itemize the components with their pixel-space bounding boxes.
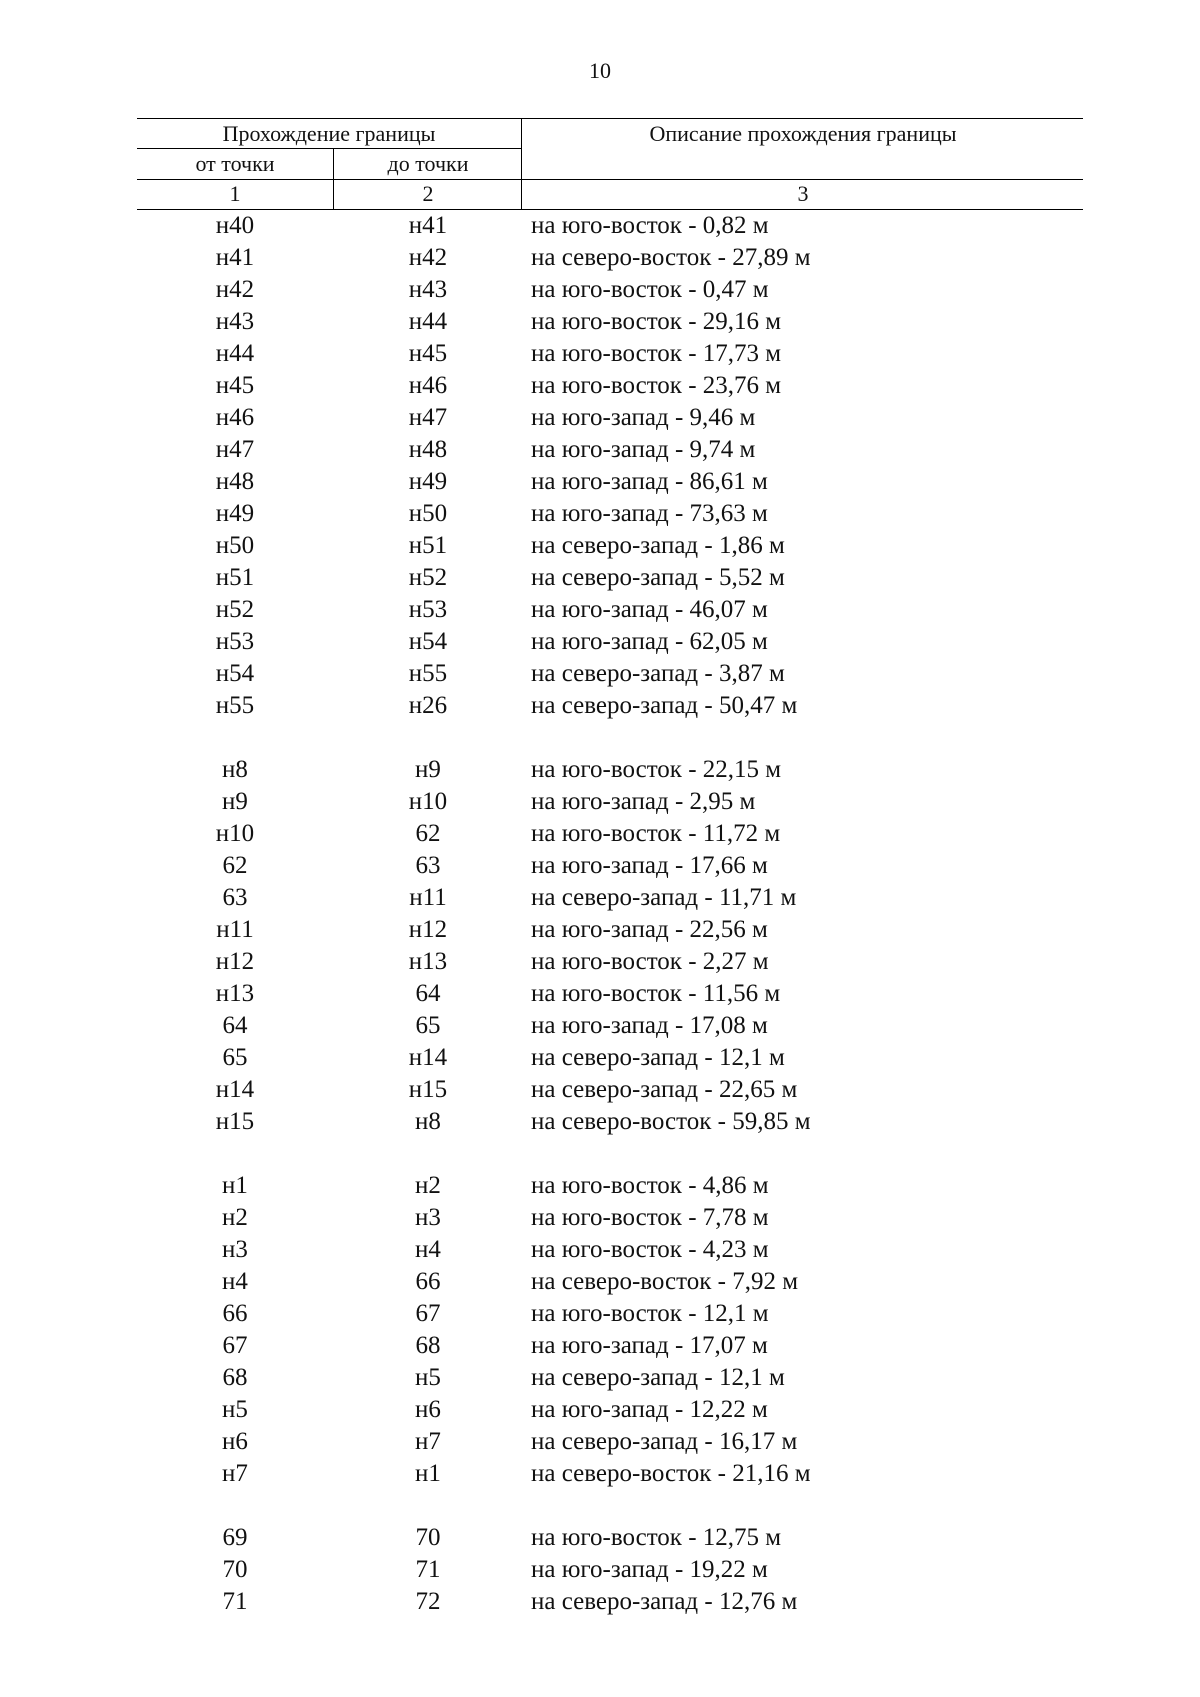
from-point-cell: н6	[222, 1428, 248, 1455]
description-cell: на юго-запад - 17,08 м	[531, 1012, 768, 1039]
to-point-cell: н4	[415, 1236, 441, 1263]
to-point-cell: 70	[415, 1524, 441, 1551]
to-point-cell: н48	[408, 436, 448, 463]
to-point-cell: н46	[408, 372, 448, 399]
table-row	[0, 274, 1200, 306]
group-separator	[0, 1138, 1200, 1170]
to-point-cell: н9	[415, 756, 441, 783]
from-point-cell: н10	[215, 820, 255, 847]
header-from-point: от точки	[195, 151, 275, 176]
to-point-cell: н47	[408, 404, 448, 431]
header-col1-number: 1	[229, 181, 241, 206]
to-point-cell: н7	[415, 1428, 441, 1455]
header-sub-rule	[137, 179, 1083, 180]
header-description: Описание прохождения границы	[649, 121, 957, 146]
description-cell: на северо-запад - 3,87 м	[531, 660, 785, 687]
description-cell: на юго-восток - 12,75 м	[531, 1524, 782, 1551]
description-cell: на юго-восток - 4,23 м	[531, 1236, 769, 1263]
description-cell: на юго-восток - 12,1 м	[531, 1300, 769, 1327]
to-point-cell: 72	[415, 1588, 441, 1615]
from-point-cell: н53	[215, 628, 255, 655]
from-point-cell: н5	[222, 1396, 248, 1423]
from-point-cell: н42	[215, 276, 255, 303]
from-point-cell: 64	[222, 1012, 248, 1039]
description-cell: на юго-запад - 2,95 м	[531, 788, 756, 815]
from-point-cell: н2	[222, 1204, 248, 1231]
header-mid-rule	[137, 148, 521, 149]
description-cell: на юго-запад - 73,63 м	[531, 500, 768, 527]
from-point-cell: 66	[222, 1300, 248, 1327]
table-row	[0, 338, 1200, 370]
table-body	[0, 210, 1200, 1618]
to-point-cell: н13	[408, 948, 448, 975]
from-point-cell: н1	[222, 1172, 248, 1199]
to-point-cell: н5	[415, 1364, 441, 1391]
to-point-cell: н45	[408, 340, 448, 367]
table-row	[0, 850, 1200, 882]
to-point-cell: н1	[415, 1460, 441, 1487]
table-row	[0, 946, 1200, 978]
description-cell: на северо-запад - 5,52 м	[531, 564, 785, 591]
table-row	[0, 1106, 1200, 1138]
from-point-cell: н8	[222, 756, 248, 783]
to-point-cell: 64	[415, 980, 441, 1007]
from-point-cell: н46	[215, 404, 255, 431]
from-point-cell: н44	[215, 340, 255, 367]
to-point-cell: 63	[415, 852, 441, 879]
description-cell: на юго-запад - 19,22 м	[531, 1556, 768, 1583]
to-point-cell: н43	[408, 276, 448, 303]
table-row	[0, 466, 1200, 498]
table-row	[0, 1426, 1200, 1458]
description-cell: на юго-запад - 22,56 м	[531, 916, 768, 943]
to-point-cell: н11	[409, 884, 447, 911]
from-point-cell: н15	[215, 1108, 255, 1135]
header-col-divider-sub	[333, 148, 334, 209]
from-point-cell: н55	[215, 692, 255, 719]
table-row	[0, 1522, 1200, 1554]
description-cell: на северо-восток - 59,85 м	[531, 1108, 811, 1135]
from-point-cell: н47	[215, 436, 255, 463]
to-point-cell: н42	[408, 244, 448, 271]
description-cell: на юго-запад - 9,74 м	[531, 436, 756, 463]
table-row	[0, 690, 1200, 722]
from-point-cell: н52	[215, 596, 255, 623]
description-cell: на северо-восток - 21,16 м	[531, 1460, 811, 1487]
from-point-cell: 71	[222, 1588, 248, 1615]
to-point-cell: 66	[415, 1268, 441, 1295]
description-cell: на юго-восток - 0,47 м	[531, 276, 769, 303]
from-point-cell: 62	[222, 852, 248, 879]
from-point-cell: н50	[215, 532, 255, 559]
description-cell: на юго-запад - 86,61 м	[531, 468, 768, 495]
to-point-cell: 67	[415, 1300, 441, 1327]
from-point-cell: 69	[222, 1524, 248, 1551]
table-row	[0, 1266, 1200, 1298]
from-point-cell: н4	[222, 1268, 248, 1295]
from-point-cell: 65	[222, 1044, 248, 1071]
from-point-cell: 67	[222, 1332, 248, 1359]
to-point-cell: н41	[408, 212, 448, 239]
description-cell: на юго-запад - 17,66 м	[531, 852, 768, 879]
table-row	[0, 402, 1200, 434]
description-cell: на юго-восток - 11,72 м	[531, 820, 781, 847]
from-point-cell: н12	[215, 948, 255, 975]
table-row	[0, 1362, 1200, 1394]
header-top-rule	[137, 118, 1083, 119]
to-point-cell: н51	[408, 532, 448, 559]
to-point-cell: н53	[408, 596, 448, 623]
header-col2-number: 2	[422, 181, 434, 206]
to-point-cell: н55	[408, 660, 448, 687]
description-cell: на юго-восток - 0,82 м	[531, 212, 769, 239]
to-point-cell: 68	[415, 1332, 441, 1359]
table-row	[0, 882, 1200, 914]
from-point-cell: н49	[215, 500, 255, 527]
table-row	[0, 1042, 1200, 1074]
table-row	[0, 914, 1200, 946]
table-row	[0, 626, 1200, 658]
header-to-point: до точки	[387, 151, 469, 176]
table-row	[0, 1330, 1200, 1362]
to-point-cell: н26	[408, 692, 448, 719]
description-cell: на юго-восток - 4,86 м	[531, 1172, 769, 1199]
from-point-cell: н45	[215, 372, 255, 399]
table-row	[0, 1298, 1200, 1330]
to-point-cell: н6	[415, 1396, 441, 1423]
from-point-cell: н43	[215, 308, 255, 335]
from-point-cell: н51	[215, 564, 255, 591]
table-row	[0, 978, 1200, 1010]
to-point-cell: н8	[415, 1108, 441, 1135]
from-point-cell: н54	[215, 660, 255, 687]
table-row	[0, 786, 1200, 818]
to-point-cell: н14	[408, 1044, 448, 1071]
table-row	[0, 1010, 1200, 1042]
description-cell: на северо-восток - 7,92 м	[531, 1268, 799, 1295]
table-row	[0, 1234, 1200, 1266]
header-col3-number: 3	[797, 181, 809, 206]
description-cell: на юго-восток - 29,16 м	[531, 308, 782, 335]
from-point-cell: 63	[222, 884, 248, 911]
table-row	[0, 594, 1200, 626]
table-row	[0, 306, 1200, 338]
header-group-title: Прохождение границы	[222, 121, 436, 146]
to-point-cell: н2	[415, 1172, 441, 1199]
table-row	[0, 658, 1200, 690]
description-cell: на северо-запад - 1,86 м	[531, 532, 785, 559]
table-row	[0, 562, 1200, 594]
from-point-cell: н7	[222, 1460, 248, 1487]
table-row	[0, 1586, 1200, 1618]
table-row	[0, 530, 1200, 562]
table-row	[0, 1202, 1200, 1234]
from-point-cell: н41	[215, 244, 255, 271]
table-row	[0, 434, 1200, 466]
description-cell: на юго-восток - 17,73 м	[531, 340, 782, 367]
description-cell: на северо-запад - 16,17 м	[531, 1428, 798, 1455]
description-cell: на северо-запад - 22,65 м	[531, 1076, 798, 1103]
to-point-cell: н49	[408, 468, 448, 495]
description-cell: на юго-запад - 9,46 м	[531, 404, 756, 431]
table-row	[0, 498, 1200, 530]
table-row	[0, 1458, 1200, 1490]
table-row	[0, 818, 1200, 850]
group-separator	[0, 1490, 1200, 1522]
to-point-cell: 62	[415, 820, 441, 847]
table-row	[0, 754, 1200, 786]
from-point-cell: н48	[215, 468, 255, 495]
description-cell: на юго-запад - 62,05 м	[531, 628, 768, 655]
from-point-cell: 70	[222, 1556, 248, 1583]
from-point-cell: н9	[222, 788, 248, 815]
description-cell: на северо-запад - 12,1 м	[531, 1044, 785, 1071]
from-point-cell: 68	[222, 1364, 248, 1391]
description-cell: на юго-восток - 23,76 м	[531, 372, 782, 399]
table-row	[0, 370, 1200, 402]
from-point-cell: н13	[215, 980, 255, 1007]
table-row	[0, 1074, 1200, 1106]
header-col-divider-main	[521, 118, 522, 209]
to-point-cell: н52	[408, 564, 448, 591]
from-point-cell: н11	[216, 916, 254, 943]
table-row	[0, 210, 1200, 242]
description-cell: на юго-восток - 11,56 м	[531, 980, 781, 1007]
table-row	[0, 242, 1200, 274]
description-cell: на юго-восток - 22,15 м	[531, 756, 782, 783]
to-point-cell: н12	[408, 916, 448, 943]
description-cell: на юго-запад - 46,07 м	[531, 596, 768, 623]
description-cell: на северо-восток - 27,89 м	[531, 244, 811, 271]
to-point-cell: н44	[408, 308, 448, 335]
to-point-cell: н15	[408, 1076, 448, 1103]
to-point-cell: н54	[408, 628, 448, 655]
from-point-cell: н40	[215, 212, 255, 239]
to-point-cell: 65	[415, 1012, 441, 1039]
description-cell: на северо-запад - 50,47 м	[531, 692, 798, 719]
to-point-cell: н3	[415, 1204, 441, 1231]
to-point-cell: 71	[415, 1556, 441, 1583]
description-cell: на юго-запад - 12,22 м	[531, 1396, 768, 1423]
description-cell: на юго-восток - 2,27 м	[531, 948, 769, 975]
description-cell: на юго-восток - 7,78 м	[531, 1204, 769, 1231]
description-cell: на северо-запад - 11,71 м	[531, 884, 797, 911]
group-separator	[0, 722, 1200, 754]
table-row	[0, 1394, 1200, 1426]
from-point-cell: н14	[215, 1076, 255, 1103]
page-number: 10	[589, 58, 611, 83]
to-point-cell: н10	[408, 788, 448, 815]
from-point-cell: н3	[222, 1236, 248, 1263]
table-row	[0, 1170, 1200, 1202]
description-cell: на юго-запад - 17,07 м	[531, 1332, 768, 1359]
description-cell: на северо-запад - 12,1 м	[531, 1364, 785, 1391]
table-row	[0, 1554, 1200, 1586]
to-point-cell: н50	[408, 500, 448, 527]
description-cell: на северо-запад - 12,76 м	[531, 1588, 798, 1615]
